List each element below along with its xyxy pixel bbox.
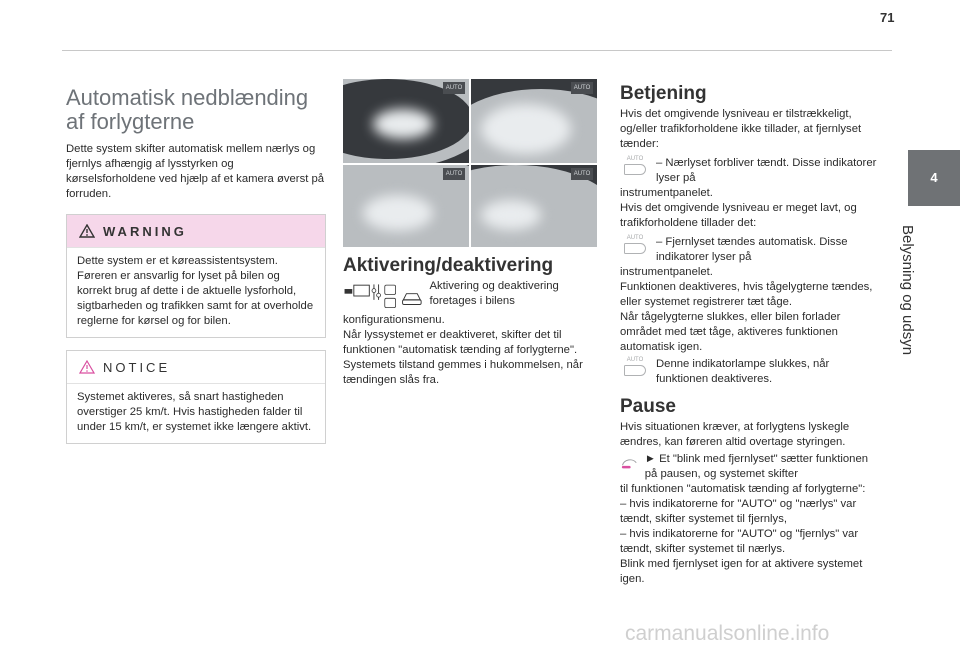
auto-low-beam-icon: AUTO	[620, 156, 650, 175]
activation-row	[343, 279, 598, 313]
notice-text: Systemet aktiveres, så snart hastigheden overstiger 25 km/t. Hvis hastigheden falder til under 15 km/t, er systemet ikke længere aktivt.	[77, 391, 312, 433]
pause-p5: Blink med fjernlyset igen for at aktivere systemet igen.	[620, 558, 863, 585]
auto-badge: AUTO	[443, 168, 465, 180]
pause-p1: Hvis situationen kræver, at forlygtens lyskegle ændres, kan føreren altid overtage styringen.	[620, 421, 850, 448]
operation-p1: Hvis det omgivende lysniveau er tilstrækkeligt, og/eller trafikforholdene ikke tillader, at fjernlyset tænder:	[620, 108, 862, 150]
intro-text: Dette system skifter automatisk mellem nærlys og fjernlys afhængig af lysstyrken og kørselsforholdene ved hjælp af et kamera øverst på forruden.	[66, 143, 325, 200]
operation-b3: Denne indikatorlampe slukkes, når funktionen deaktiveres.	[656, 358, 830, 385]
high-beam-row	[620, 235, 882, 265]
pause-p4: – hvis indikatorerne for "AUTO" og "fjernlys" var tændt, skifter systemet til nærlys.	[620, 528, 859, 555]
auto-badge: AUTO	[571, 82, 593, 94]
operation-p4: instrumentpanelet.	[620, 266, 713, 278]
pause-p3: – hvis indikatorerne for "AUTO" og "nærlys" var tændt, skifter systemet til fjernlys,	[620, 498, 857, 525]
auto-badge: AUTO	[443, 82, 465, 94]
flash-row	[620, 452, 882, 482]
deactivated-text: Når lyssystemet er deaktiveret, skifter det til funktionen "automatisk tænding af forlygterne".	[343, 329, 578, 356]
pause-b1: ► Et "blink med fjernlyset" sætter funktionen på pausen, og systemet skifter	[644, 453, 869, 480]
chapter-tab[interactable]: 4	[908, 150, 960, 206]
photo-high-beam-curve	[471, 79, 597, 163]
steering-stalk-icon	[620, 452, 639, 476]
auto-indicator-icon: AUTO	[620, 357, 650, 376]
header-rule	[62, 50, 892, 51]
middle-column	[343, 255, 598, 388]
operation-p6: Når tågelygterne slukkes, eller bilen forlader området med tæt tåge, aktiveres funktionen automatisk igen.	[620, 311, 841, 353]
operation-p2: instrumentpanelet.	[620, 187, 713, 199]
section-title-operation: Betjening	[620, 83, 707, 104]
operation-b2: – Fjernlyset tændes automatisk. Disse indikatorer lyser på	[656, 236, 848, 263]
warning-header	[67, 215, 325, 247]
operation-p3: Hvis det omgivende lysniveau er meget lavt, og trafikforholdene tillader det:	[620, 202, 857, 229]
notice-heading: NOTICE	[103, 359, 171, 375]
activation-icon-text: Aktivering og deaktivering foretages i bilens	[429, 280, 559, 307]
low-beam-row	[620, 156, 882, 186]
operation-b1: – Nærlyset forbliver tændt. Disse indikatorer lyser på	[656, 157, 877, 184]
page-number: 71	[880, 10, 895, 25]
left-column	[66, 86, 326, 444]
config-menu-text: konfigurationsmenu.	[343, 314, 445, 326]
caution-icon	[79, 360, 95, 374]
warning-text: Dette system er et køreassistentsystem. Føreren er ansvarlig for lyset på bilen og korrekt brug af dette i de aktuelle lysforhold, sigtbarheden og trafikken samt for at overholde reglerne for kørsel og for bilen.	[77, 255, 314, 327]
photo-oncoming-car	[471, 165, 597, 247]
notice-body	[67, 383, 325, 443]
auto-badge: AUTO	[571, 168, 593, 180]
warning-box	[66, 214, 326, 338]
section-title-activation: Aktivering/deaktivering	[343, 255, 554, 276]
right-column	[620, 83, 882, 587]
notice-box	[66, 350, 326, 444]
chapter-title: Belysning og udsyn	[899, 225, 916, 356]
photo-low-beam-curve	[343, 79, 469, 163]
photo-low-beam-straight	[343, 165, 469, 247]
warning-icon	[79, 224, 95, 238]
auto-high-beam-icon: AUTO	[620, 235, 650, 254]
watermark: carmanualsonline.info	[625, 622, 830, 645]
warning-body	[67, 247, 325, 337]
warning-heading: WARNING	[103, 223, 187, 239]
page-title: Automatisk nedblænding af forlygterne	[66, 85, 309, 134]
notice-header	[67, 351, 325, 383]
memory-text: Systemets tilstand gemmes i hukommelsen, når tændingen slås fra.	[343, 359, 583, 386]
indicator-off-row	[620, 357, 882, 387]
pause-p2: til funktionen "automatisk tænding af forlygterne":	[620, 483, 866, 495]
section-title-pause: Pause	[620, 396, 676, 417]
menu-icons	[343, 279, 423, 313]
operation-p5: Funktionen deaktiveres, hvis tågelygterne tændes, eller systemet registrerer tæt tåge.	[620, 281, 873, 308]
